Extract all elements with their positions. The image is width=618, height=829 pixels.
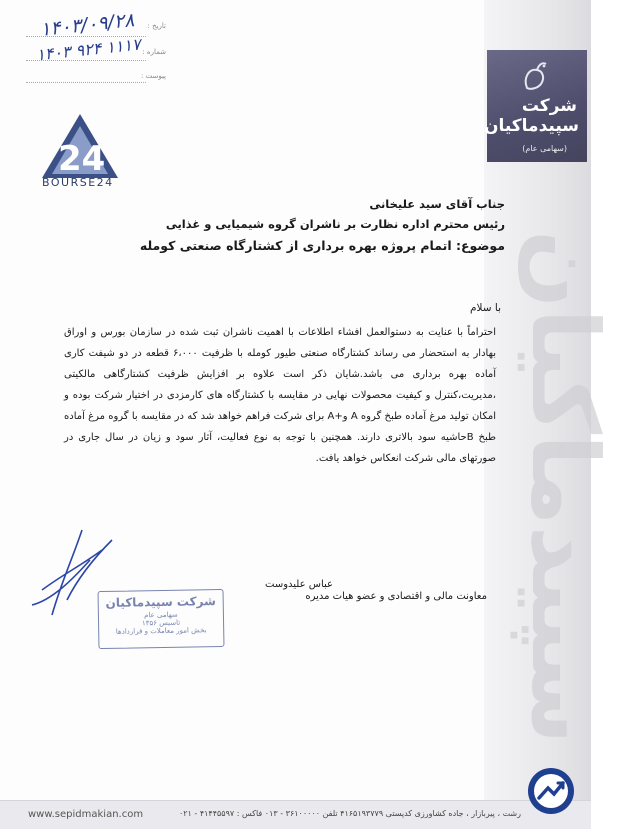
date-label: تاریخ : bbox=[147, 22, 166, 30]
number-label: شماره : bbox=[142, 48, 166, 56]
footer-address: رشت ، پیربازار ، جاده کشاورزی کدپستی ۴۱۶۵۱۹۳۷۷۹ تلفن ۳۶۱۰۰۰۰۰ - ۰۱۳ فاکس : ۴۱۴۴۵۵۹۷ - ۰۲۱ bbox=[178, 809, 521, 818]
stamp-line3: تاسیس ۱۳۵۶ bbox=[141, 618, 181, 628]
bourse24-logo-text: BOURSE24 bbox=[42, 176, 114, 189]
attachment-label: پیوست : bbox=[141, 72, 166, 80]
letter-footer bbox=[0, 800, 591, 829]
company-name-line2: سپیدماکیان bbox=[483, 116, 579, 136]
stamp-line4: بخش امور معاملات و قراردادها bbox=[115, 626, 207, 636]
letter-meta bbox=[26, 10, 166, 90]
letter-subject: موضوع: اتمام پروژه بهره برداری از کشتارگاه صنعتی کومله bbox=[139, 238, 505, 253]
company-name-line1: شرکت bbox=[521, 96, 577, 116]
signer-name: عباس علیدوست bbox=[265, 579, 333, 590]
attachment-line bbox=[26, 82, 146, 83]
greeting: با سلام bbox=[469, 302, 501, 314]
svg-text:24: 24 bbox=[58, 139, 106, 179]
recipient-title: رئیس محترم اداره نظارت بر ناشران گروه شیمیایی و غذایی bbox=[165, 217, 505, 231]
company-type: (سهامی عام) bbox=[522, 144, 567, 153]
company-logo bbox=[483, 50, 587, 162]
number-handwritten: ۱۴۰۳ ۹۲۴ ۱۱۱۷ bbox=[35, 34, 142, 65]
signer-role: معاونت مالی و اقتصادی و عضو هیات مدیره bbox=[305, 591, 487, 602]
letter-body: احتراماً با عنایت به دستوالعمل افشاء اطلاعات با اهمیت ناشران ثبت شده در سازمان بورس و اوراق بهادار به استحضار می رساند کشتارگاه صنعتی طیور کومله با ظرفیت ۶،۰۰۰ قطعه در دو شیفت کاری آماده بهره برداری می باشد.شایان ذکر است علاوه بر افزایش ظرفیت کشتارگاهی مالکیتی ،مدیریت،کنترل و کیفیت محصولات نهایی در مقایسه با کشتارگاه های کارمزدی در اختیار شرکت بوده و امکان تولید مرغ آماده طبخ گروه A و+A برای شرکت فراهم خواهد شد که در مقایسه با گروه مرغ آماده طبخ Bحاشیه سود بالاتری دارند. همچنین با توجه به نوع فعالیت، آثار سود و زیان در سال جاری در صورتهای مالی شرکت انعکاس خواهد یافت. bbox=[64, 327, 496, 464]
company-watermark: سپیدماکیان bbox=[511, 230, 618, 745]
footer-website: www.sepidmakian.com bbox=[28, 809, 144, 820]
recipient-name: جناب آقای سید علیخانی bbox=[369, 197, 505, 211]
stamp-line2: سهامی عام bbox=[144, 610, 178, 620]
date-handwritten: ۱۴۰۳/۰۹/۲۸ bbox=[39, 9, 136, 41]
chart-badge-icon bbox=[526, 766, 576, 816]
stamp-line1: شرکت سپیدماکیان bbox=[105, 594, 216, 610]
company-stamp bbox=[98, 589, 225, 649]
hen-icon bbox=[513, 58, 557, 98]
